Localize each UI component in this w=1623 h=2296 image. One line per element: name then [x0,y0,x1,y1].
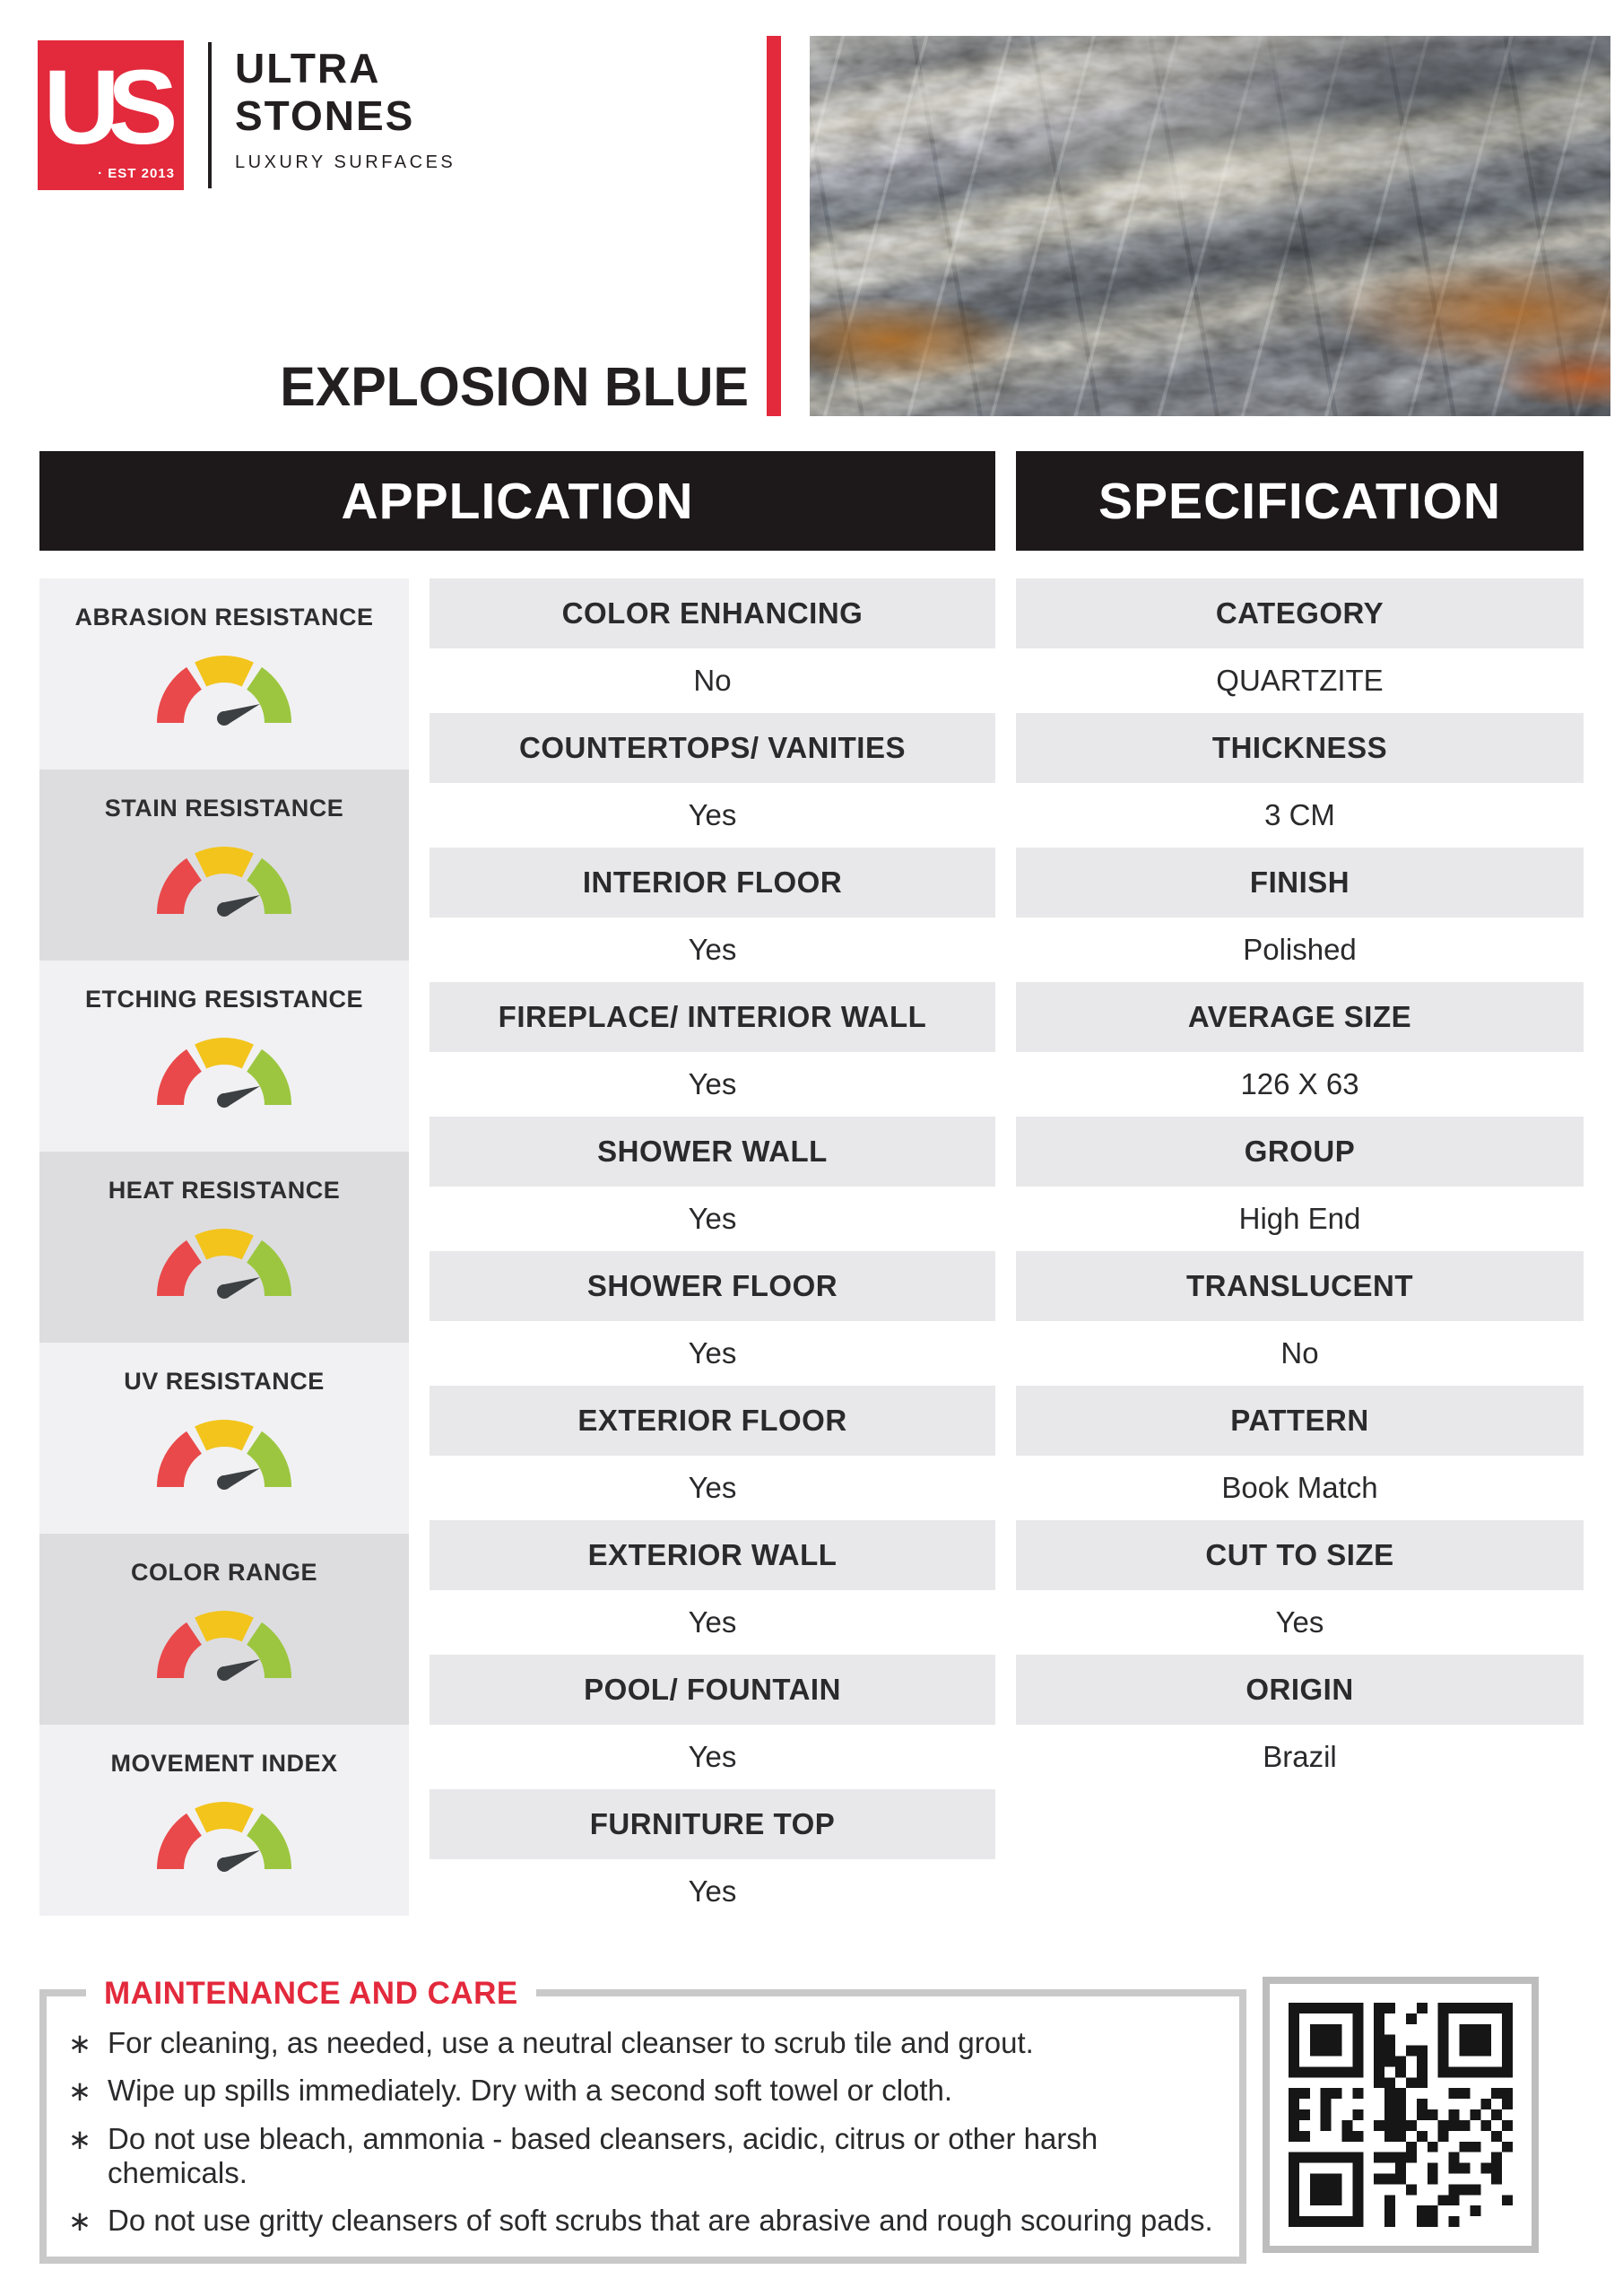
red-accent-bar [767,36,781,416]
care-item-text: Do not use bleach, ammonia - based cleansers, acidic, citrus or other harsh chemicals. [107,2121,1098,2189]
speedometer-gauge-icon [152,839,296,923]
application-row-value: Yes [430,1590,995,1655]
specification-row-label: CATEGORY [1016,578,1584,648]
rating-label: ABRASION RESISTANCE [74,604,374,631]
asterisk-bullet-icon: ∗ [68,2123,91,2155]
brand-text [235,45,456,173]
speedometer-gauge-icon [152,1221,296,1305]
application-row-label: EXTERIOR WALL [430,1520,995,1590]
specification-row-label: TRANSLUCENT [1016,1251,1584,1321]
logo-divider [208,42,212,188]
care-list-item [68,2204,1221,2238]
specification-row-label: AVERAGE SIZE [1016,982,1584,1052]
product-title: EXPLOSION BLUE [280,356,749,417]
application-header: APPLICATION [39,451,995,551]
specification-row-value: Polished [1016,918,1584,982]
specification-row-label: PATTERN [1016,1386,1584,1456]
speedometer-gauge-icon [152,648,296,732]
application-row-value: No [430,648,995,713]
brand-name-line1: ULTRA [235,45,381,91]
logo-established-label: · EST 2013 [98,166,175,181]
specification-row-value: QUARTZITE [1016,648,1584,713]
ratings-column [39,578,409,1916]
rating-label: MOVEMENT INDEX [110,1750,338,1777]
specification-row-value: Book Match [1016,1456,1584,1520]
application-row-value: Yes [430,1321,995,1386]
care-list-item [68,2026,1221,2060]
rating-panel [39,1152,409,1343]
rating-label: ETCHING RESISTANCE [84,986,364,1013]
application-row-label: INTERIOR FLOOR [430,848,995,918]
specification-table [1016,578,1584,1789]
rating-label: HEAT RESISTANCE [108,1177,341,1204]
maintenance-care-list [47,1996,1239,2257]
asterisk-bullet-icon: ∗ [68,2205,91,2237]
application-row-value: Yes [430,783,995,848]
brand-tagline: LUXURY SURFACES [235,152,456,172]
application-row-label: EXTERIOR FLOOR [430,1386,995,1456]
specification-row-label: GROUP [1016,1117,1584,1187]
rating-panel [39,1343,409,1534]
care-item-text: Do not use gritty cleansers of soft scrubs that are abrasive and rough scouring pads. [107,2203,1213,2237]
application-row-label: COLOR ENHANCING [430,578,995,648]
application-row-label: FURNITURE TOP [430,1789,995,1859]
maintenance-care-title: MAINTENANCE AND CARE [86,1973,536,2014]
brand-logo [38,40,184,190]
maintenance-care-box [39,1976,1246,2264]
application-table [430,578,995,1924]
application-row-label: COUNTERTOPS/ VANITIES [430,713,995,783]
application-row-label: FIREPLACE/ INTERIOR WALL [430,982,995,1052]
stone-slab-photo [810,36,1610,416]
care-item-text: For cleaning, as needed, use a neutral cleanser to scrub tile and grout. [107,2026,1034,2060]
care-item-text: Wipe up spills immediately. Dry with a second soft towel or cloth. [107,2074,953,2108]
specification-row-value: 3 CM [1016,783,1584,848]
asterisk-bullet-icon: ∗ [68,2075,91,2108]
asterisk-bullet-icon: ∗ [68,2028,91,2060]
application-row-value: Yes [430,1456,995,1520]
specification-row-label: CUT TO SIZE [1016,1520,1584,1590]
rating-panel [39,961,409,1152]
care-list-item [68,2074,1221,2108]
application-row-value: Yes [430,1052,995,1117]
specification-header: SPECIFICATION [1016,451,1584,551]
rating-panel [39,770,409,961]
application-row-value: Yes [430,918,995,982]
care-list-item [68,2122,1221,2190]
qr-code [1263,1977,1539,2253]
specification-row-label: FINISH [1016,848,1584,918]
specification-row-value: Brazil [1016,1725,1584,1789]
speedometer-gauge-icon [152,1794,296,1878]
specification-row-value: Yes [1016,1590,1584,1655]
brand-name-line2: STONES [235,92,415,139]
specification-row-value: No [1016,1321,1584,1386]
speedometer-gauge-icon [152,1030,296,1114]
speedometer-gauge-icon [152,1603,296,1687]
application-row-value: Yes [430,1725,995,1789]
specification-row-value: High End [1016,1187,1584,1251]
rating-panel [39,1725,409,1916]
application-row-value: Yes [430,1859,995,1924]
rating-panel [39,578,409,770]
rating-label: UV RESISTANCE [124,1368,325,1395]
specification-row-label: THICKNESS [1016,713,1584,783]
logo-monogram: US [43,48,166,167]
application-row-label: SHOWER FLOOR [430,1251,995,1321]
rating-label: COLOR RANGE [131,1559,317,1586]
specification-row-label: ORIGIN [1016,1655,1584,1725]
application-row-label: POOL/ FOUNTAIN [430,1655,995,1725]
rating-label: STAIN RESISTANCE [104,795,344,822]
application-row-value: Yes [430,1187,995,1251]
rating-panel [39,1534,409,1725]
application-row-label: SHOWER WALL [430,1117,995,1187]
specification-row-value: 126 X 63 [1016,1052,1584,1117]
speedometer-gauge-icon [152,1412,296,1496]
